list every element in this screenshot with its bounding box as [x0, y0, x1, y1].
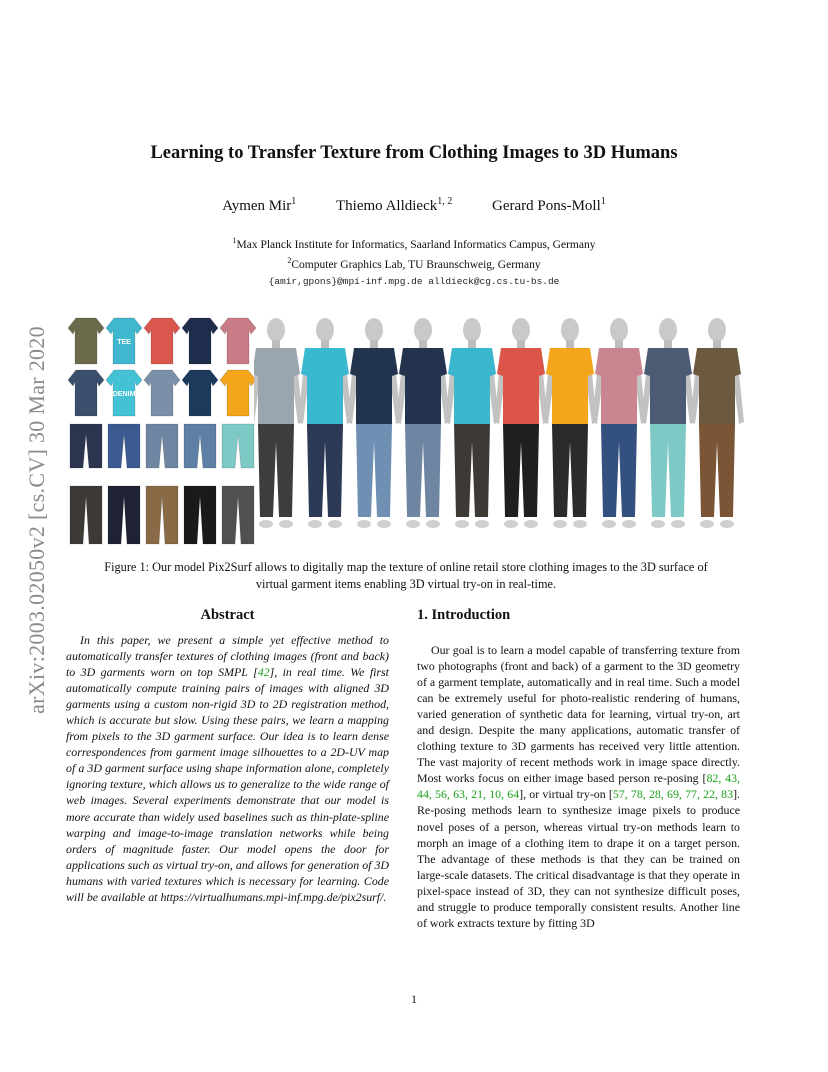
- abstract-body: ], in real time. We first automatically compute training pairs of images with aligned 3D garments using a custom non-rigid 3D to 2D registration method, which is accurate but slow. Using these pairs, we learn a mapping from pixels to the 3D garment surface. Our idea is to learn dense correspondences from garment image silhouettes to a 2D-UV map of a 3D garment surface using shape information alone, completely ignoring texture, which allows us to generalize to the wide range of web images. Several experiments demonstrate that our model is more accurate than widely used baselines such as thin-plate-spline warping and image-to-image translation networks while being orders of magnitude faster. Our model opens the door for applications such as virtual try-on, and allows for generation of 3D humans with varied textures which is necessary for learning. Code will be available at https://virtualhumans.mpi-inf.mpg.de/pix2surf/.: [66, 665, 389, 904]
- citation-links[interactable]: 82, 43, 44, 56, 63, 21, 10, 64: [417, 771, 740, 802]
- garment-image-shirt: [68, 370, 104, 416]
- garment-image-shirt: [220, 370, 256, 416]
- textured-human-figure: [641, 318, 695, 528]
- garment-image-pants: [222, 486, 254, 544]
- affiliation: [0, 236, 828, 251]
- author-affiliation-mark: 1: [291, 196, 297, 207]
- textured-human-figure: [396, 318, 450, 528]
- garment-image-pants: [146, 424, 178, 468]
- intro-text: [417, 642, 740, 931]
- author-name: Thiemo Alldieck: [336, 198, 438, 214]
- textured-human-figure: [445, 318, 499, 528]
- page-number: 1: [411, 992, 417, 1006]
- textured-human-figure: [347, 318, 401, 528]
- textured-human-figure: [543, 318, 597, 528]
- garment-image-pants: [108, 486, 140, 544]
- author-name: Aymen Mir: [222, 198, 292, 214]
- garment-image-pants: [70, 424, 102, 468]
- intro-body: Our goal is to learn a model capable of transferring texture from two photographs (front and back) of a garment to the 3D geometry of a garment template, automatically and in real time. Such a model can be extremely useful for photo-realistic rendering of humans, varied generation of synthetic data for learning, virtual try-on, art and design. Despite the many applications, automatic transfer of clothing texture to 3D garments has received very little attention. The vast majority of recent methods work in image space directly. Most works focus on either image based person re-posing [: [417, 643, 740, 786]
- author-affiliation-mark: 1: [600, 196, 606, 207]
- garment-image-pants: [184, 424, 216, 468]
- textured-human-figure: [690, 318, 744, 528]
- textured-human-figure: [298, 318, 352, 528]
- paper-title: Learning to Transfer Texture from Clothing Images to 3D Humans: [150, 143, 678, 163]
- textured-human-figure: [592, 318, 646, 528]
- garment-image-shirt: [106, 370, 142, 416]
- affiliation: [0, 256, 828, 271]
- caption-line: Figure 1: Our model Pix2Surf allows to digitally map the texture of online retail store clothing images to the 3D surface of: [104, 560, 708, 574]
- author-name: Gerard Pons-Moll: [492, 198, 601, 214]
- abstract-text: [66, 632, 389, 905]
- affiliation-text: Computer Graphics Lab, TU Braunschweig, Germany: [291, 258, 541, 271]
- author: [492, 196, 606, 215]
- textured-3d-humans: [254, 312, 744, 552]
- textured-human-figure: [494, 318, 548, 528]
- textured-human-figure: [254, 318, 303, 528]
- garment-image-shirt: [106, 318, 142, 364]
- intro-body: ]. Re-posing methods learn to synthesize image pixels to produce novel poses of a person, whereas virtual try-on methods learn to morph an image of a clothing item to drape it on a target person. The advantage of these methods is that they can be trained on large-scale datasets. The critical disadvantage is that they operate in pixel-space instead of 3D, they can not synthesize difficult poses, and struggle to produce temporally consistent results. Another line of work extracts texture by fitting 3D: [417, 787, 740, 930]
- author-emails: {amir,gpons}@mpi-inf.mpg.de alldieck@cg.cs.tu-bs.de: [268, 276, 560, 287]
- garment-image-shirt: [182, 370, 218, 416]
- garment-print-label: DENIM: [112, 391, 136, 398]
- garment-image-pants: [108, 424, 140, 468]
- citation-links[interactable]: 57, 78, 28, 69, 77, 22, 83: [612, 787, 734, 802]
- garment-image-grid: [66, 316, 258, 548]
- garment-image-shirt: [144, 370, 180, 416]
- caption-line: virtual garment items enabling 3D virtual try-on in real-time.: [255, 577, 557, 591]
- affiliation-text: Max Planck Institute for Informatics, Saarland Informatics Campus, Germany: [236, 238, 596, 251]
- author: [222, 196, 296, 215]
- figure-caption: [66, 559, 746, 593]
- citation-link[interactable]: 42: [257, 665, 270, 680]
- teaser-figure: [66, 312, 746, 552]
- affiliation-mark: 1: [232, 236, 237, 245]
- garment-image-pants: [184, 486, 216, 544]
- affiliation-mark: 2: [287, 256, 292, 265]
- intro-body: ], or virtual try-on [: [519, 787, 613, 802]
- garment-print-label: TEE: [117, 339, 131, 346]
- garment-image-pants: [222, 424, 254, 468]
- garment-image-shirt: [220, 318, 256, 364]
- author-list: [0, 196, 828, 215]
- garment-image-shirt: [68, 318, 104, 364]
- garment-image-pants: [146, 486, 178, 544]
- arxiv-id: arXiv:2003.02050v2 [cs.CV] 30 Mar 2020: [24, 326, 49, 714]
- author: [336, 196, 452, 215]
- abstract-heading: Abstract: [200, 607, 255, 623]
- garment-image-shirt: [144, 318, 180, 364]
- garment-image-pants: [70, 486, 102, 544]
- garment-image-shirt: [182, 318, 218, 364]
- author-affiliation-mark: 1, 2: [437, 196, 453, 207]
- intro-heading: 1. Introduction: [417, 607, 511, 623]
- arxiv-sidebar: [22, 280, 52, 760]
- abstract-body: In this paper, we present a simple yet effective method to automatically transfer textures of clothing images (front and back) to 3D garments worn on top SMPL [: [66, 633, 389, 680]
